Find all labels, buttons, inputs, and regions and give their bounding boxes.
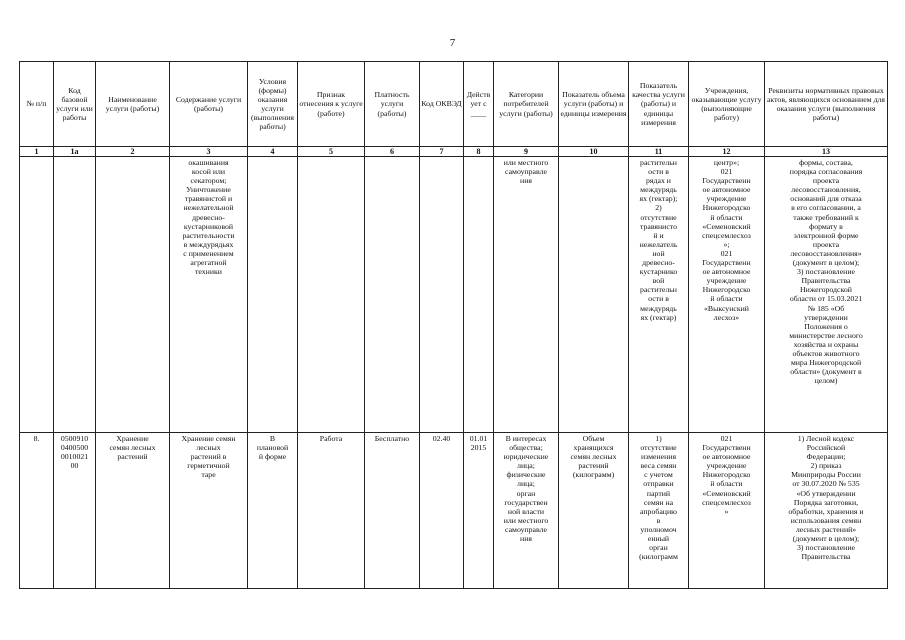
cell-text: Хранение семян лесных растений в герметичной таре: [181, 434, 236, 480]
column-number-row: [20, 147, 888, 157]
table-cell: [248, 157, 298, 433]
table-cell: [629, 433, 689, 589]
cell-text: 021 Государственн ое автономное учреждение Нижегородско й области «Семеновский спецсемлесхоз »: [702, 434, 751, 516]
column-number: 1: [20, 147, 54, 157]
table-cell: [96, 157, 170, 433]
table-row: [20, 157, 888, 433]
column-number: 11: [629, 147, 689, 157]
column-header: Показатель качества услуги (работы) и единицы измерения: [629, 62, 689, 147]
column-header: № п/п: [20, 62, 54, 147]
table-cell: [559, 433, 629, 589]
cell-text: растительн ости в рядах и междурядь ях (гектар); 2) отсутствие травянисто й и нежелатель ной древесно- кустарнико вой растительн ости в междурядь ях (гектар): [639, 158, 678, 322]
table-cell: [54, 157, 96, 433]
cell-text: 1) Лесной кодекс Российской Федерации; 2) приказ Минприроды России от 30.07.2020 № 535 «Об утверждении Порядка заготовки, обработки, хранения и использования семян лесных растений» (документ в целом); 3) постановление Правительства: [788, 434, 864, 562]
column-header: Реквизиты нормативных правовых актов, являющихся основанием для оказания услуги (выполнения работы): [765, 62, 888, 147]
cell-text: Хранение семян лесных растений: [109, 434, 156, 462]
table-row: [20, 433, 888, 589]
table-cell: [420, 433, 464, 589]
table-cell: [248, 433, 298, 589]
table-cell: [765, 157, 888, 433]
table-cell: [365, 433, 420, 589]
table-cell: [629, 157, 689, 433]
cell-text: центр»; 021 Государственн ое автономное учреждение Нижегородско й области «Семеновский спецсемлесхоз »; 021 Государственн ое автономное учреждение Нижегородско й области «Выксунский лесхоз»: [702, 158, 751, 322]
table-cell: [689, 157, 765, 433]
column-number: 8: [464, 147, 494, 157]
page-number: 7: [449, 37, 456, 49]
column-number: 13: [765, 147, 888, 157]
table-cell: [365, 157, 420, 433]
cell-text: Бесплатно: [374, 434, 410, 443]
table-cell: [420, 157, 464, 433]
cell-text: В плановой й форме: [256, 434, 289, 462]
column-number: 2: [96, 147, 170, 157]
column-header: Платность услуги (работы): [365, 62, 420, 147]
table-cell: [494, 157, 559, 433]
services-table: [19, 61, 888, 589]
column-header: Код базовой услуги или работы: [54, 62, 96, 147]
table-cell: [170, 433, 248, 589]
cell-text: или местного самоуправле ния: [503, 158, 549, 186]
cell-text: окашивания косой или секатором; Уничтожение травянистой и нежелательной древесно- кустарниковой растительности в междурядьях с применением агрегатной техники: [182, 158, 235, 277]
table-cell: [765, 433, 888, 589]
cell-text: Работа: [319, 434, 343, 443]
column-number: 5: [298, 147, 365, 157]
header-row: [20, 62, 888, 147]
column-number: 9: [494, 147, 559, 157]
table-cell: [20, 433, 54, 589]
table-cell: [54, 433, 96, 589]
column-number: 4: [248, 147, 298, 157]
cell-text: В интересах общества; юридические лица; физические лица; орган государствен ной власти или местного самоуправле ния: [503, 434, 549, 544]
column-header: Действует с ____: [464, 62, 494, 147]
column-header: Наименование услуги (работы): [96, 62, 170, 147]
table-cell: [464, 157, 494, 433]
cell-text: 01.01 2015: [469, 434, 488, 453]
column-number: 3: [170, 147, 248, 157]
cell-text: 0500910 0400500 0010021 00: [60, 434, 89, 471]
column-header: Код ОКВЭД: [420, 62, 464, 147]
column-header: Признак отнесения к услуге (работе): [298, 62, 365, 147]
table-cell: [20, 157, 54, 433]
cell-text: 8.: [33, 434, 40, 443]
table-cell: [559, 157, 629, 433]
table-cell: [170, 157, 248, 433]
column-header: Показатель объема услуги (работы) и единицы измерения: [559, 62, 629, 147]
column-header: Учреждения, оказывающие услугу (выполняющие работу): [689, 62, 765, 147]
table-cell: [464, 433, 494, 589]
cell-text: Объем хранящихся семян лесных растений (килограмм): [570, 434, 617, 480]
column-number: 6: [365, 147, 420, 157]
cell-text: 1) отсутствие изменения веса семян с учетом отправки партий семян на апробацию в уполномоч енный орган (килограмм: [639, 434, 678, 562]
column-header: Содержание услуги (работы): [170, 62, 248, 147]
table-cell: [96, 433, 170, 589]
column-number: 12: [689, 147, 765, 157]
table-cell: [298, 157, 365, 433]
column-header: Категории потребителей услуги (работы): [494, 62, 559, 147]
column-number: 7: [420, 147, 464, 157]
table-cell: [298, 433, 365, 589]
column-number: 10: [559, 147, 629, 157]
table-cell: [689, 433, 765, 589]
column-number: 1а: [54, 147, 96, 157]
cell-text: 02.40: [432, 434, 451, 443]
cell-text: формы, состава, порядка согласования проекта лесовосстановления, оснований для отказа в его согласовании, а также требований к формату в электронной форме проекта лесовосстановления» (документ в целом); 3) постановление Правительства Нижегородской области от 15.03.2021 № 185 «Об утверждении Положения о министерстве лесного хозяйства и охраны объектов животного мира Нижегородской области» (документ в целом): [789, 158, 863, 386]
column-header: Условия (формы) оказания услуги (выполнения работы): [248, 62, 298, 147]
table-cell: [494, 433, 559, 589]
